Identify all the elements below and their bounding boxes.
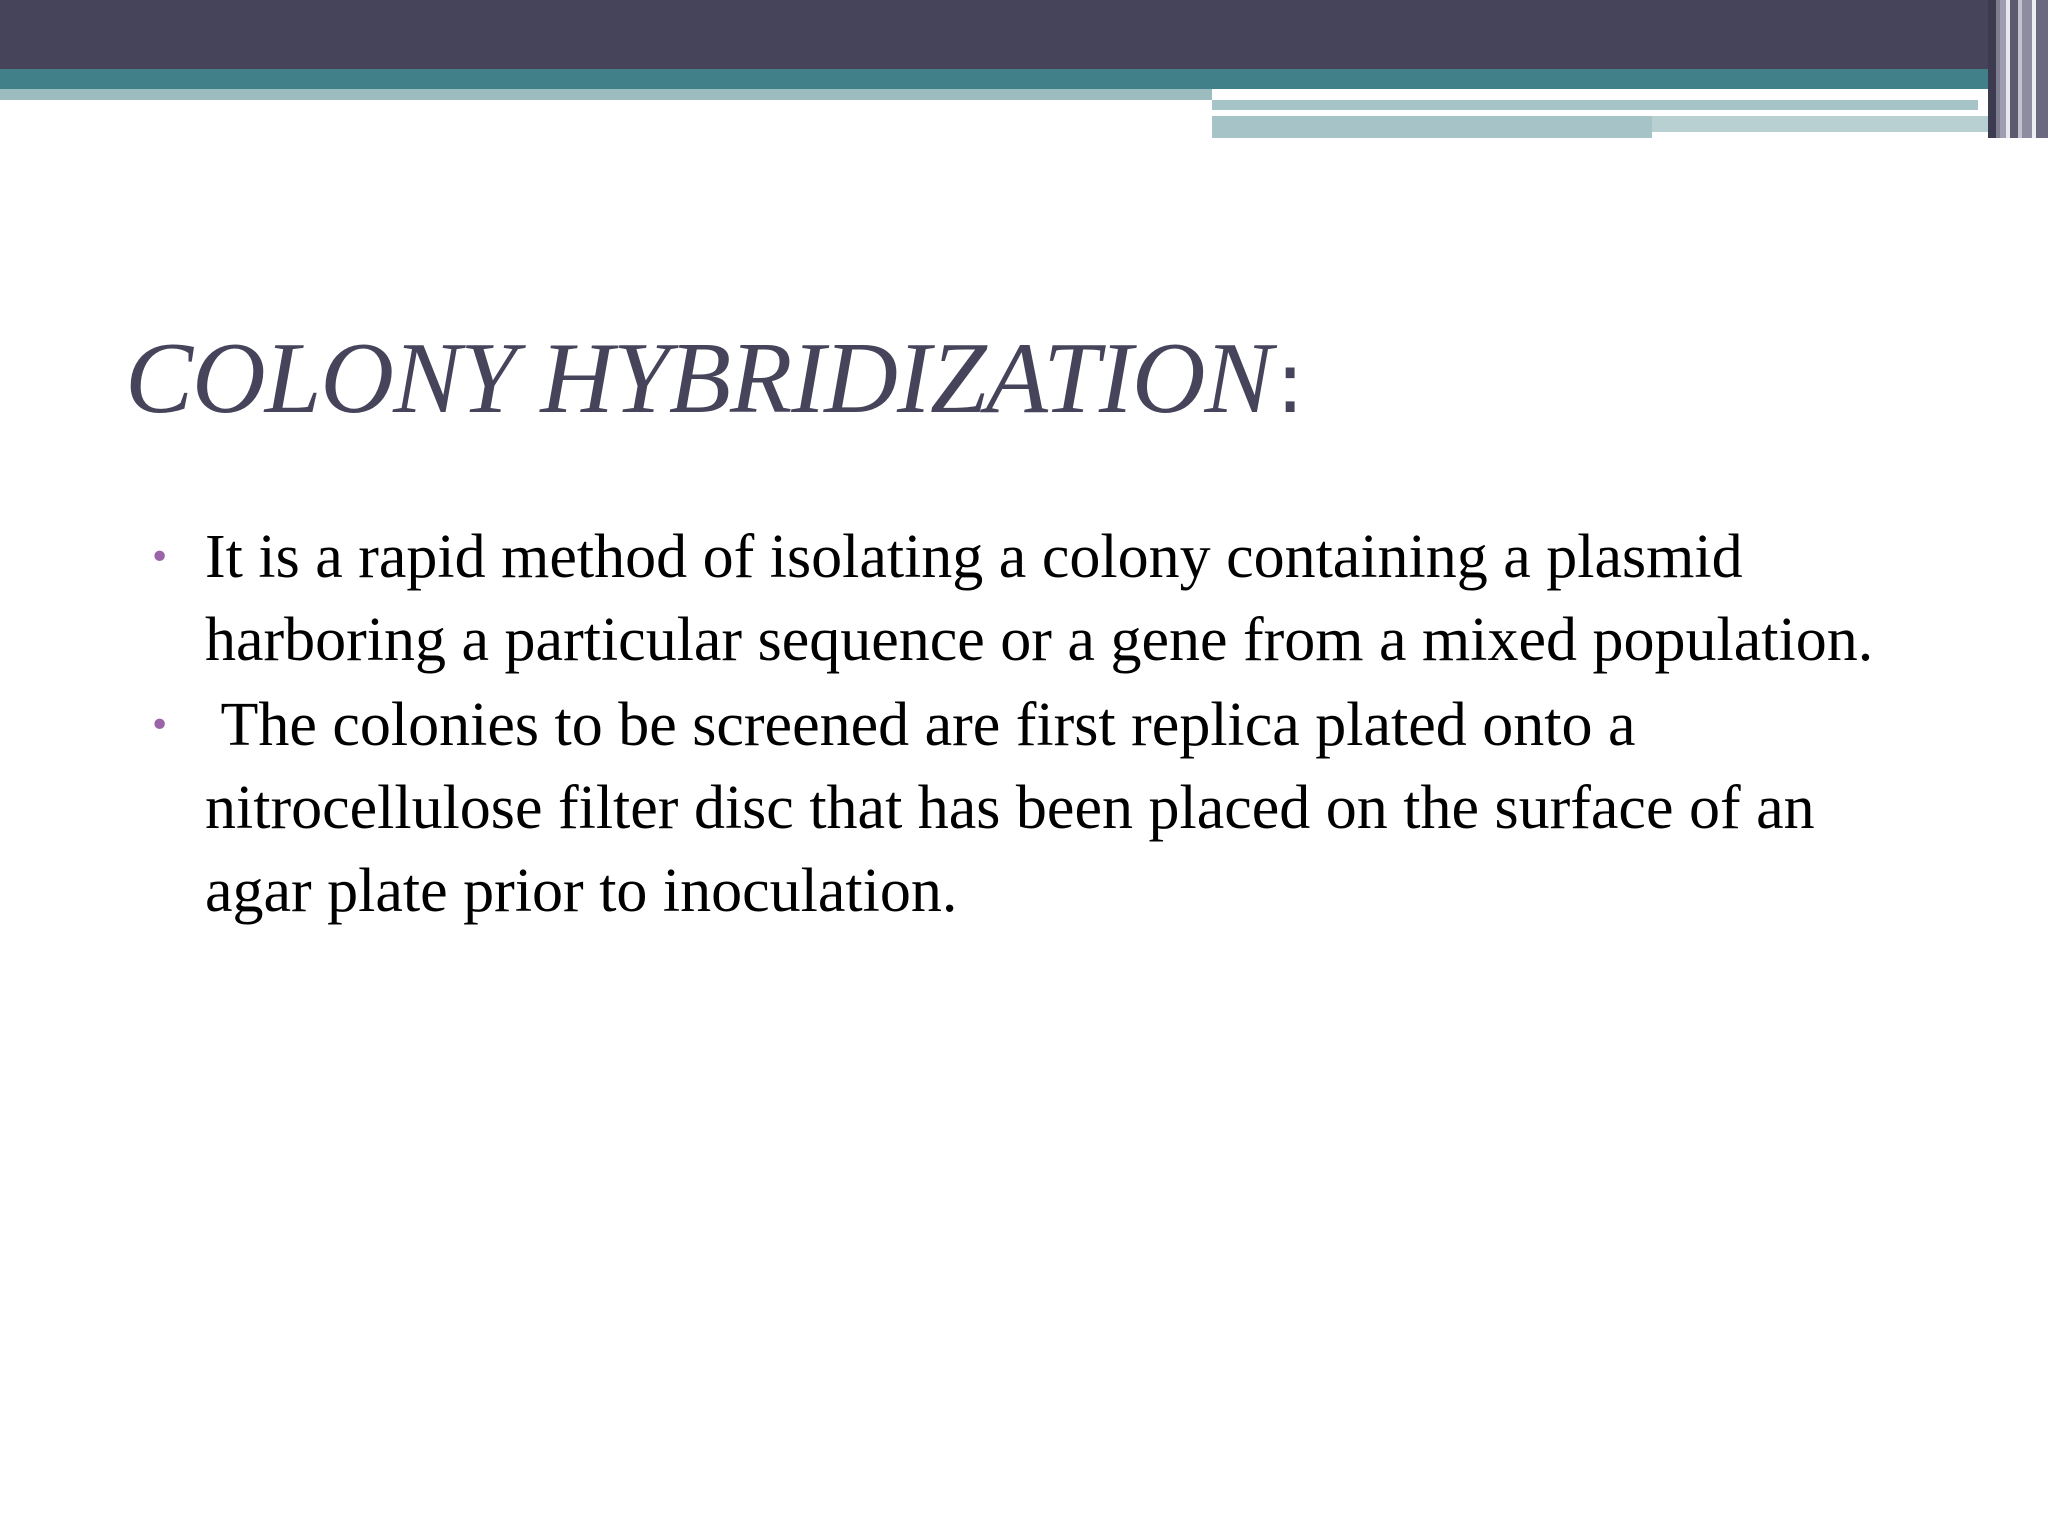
bullet-item <box>145 684 1925 933</box>
corner-stripe <box>2022 0 2032 138</box>
bullet-text: It is a rapid method of isolating a colony containing a plasmid harboring a particular sequence or a gene from a mixed population. <box>205 523 1874 674</box>
bullet-marker-icon: • <box>149 705 171 746</box>
header-corner-stripes <box>1988 0 2048 138</box>
header-light-band-left <box>0 89 1212 100</box>
slide-title-colon: : <box>1275 333 1304 433</box>
bullet-list <box>145 516 1925 933</box>
corner-stripe <box>2036 0 2048 138</box>
bullet-item <box>145 516 1925 682</box>
bullet-text: The colonies to be screened are first replica plated onto a nitrocellulose filter disc that has been placed on the surface of an agar plate prior to inoculation. <box>205 691 1831 925</box>
slide-title <box>125 318 1304 440</box>
header-teal-band <box>0 69 2048 89</box>
corner-stripe <box>1988 0 1996 138</box>
corner-stripe <box>2010 0 2018 138</box>
bullet-marker-icon: • <box>149 537 171 578</box>
header-light-band-lower <box>1212 116 1652 138</box>
header-light-band-right <box>1212 100 1978 110</box>
slide-title-text: COLONY HYBRIDIZATION <box>125 322 1272 435</box>
header-light-band-lower-right <box>1652 116 1992 132</box>
header-dark-band <box>0 0 2048 69</box>
